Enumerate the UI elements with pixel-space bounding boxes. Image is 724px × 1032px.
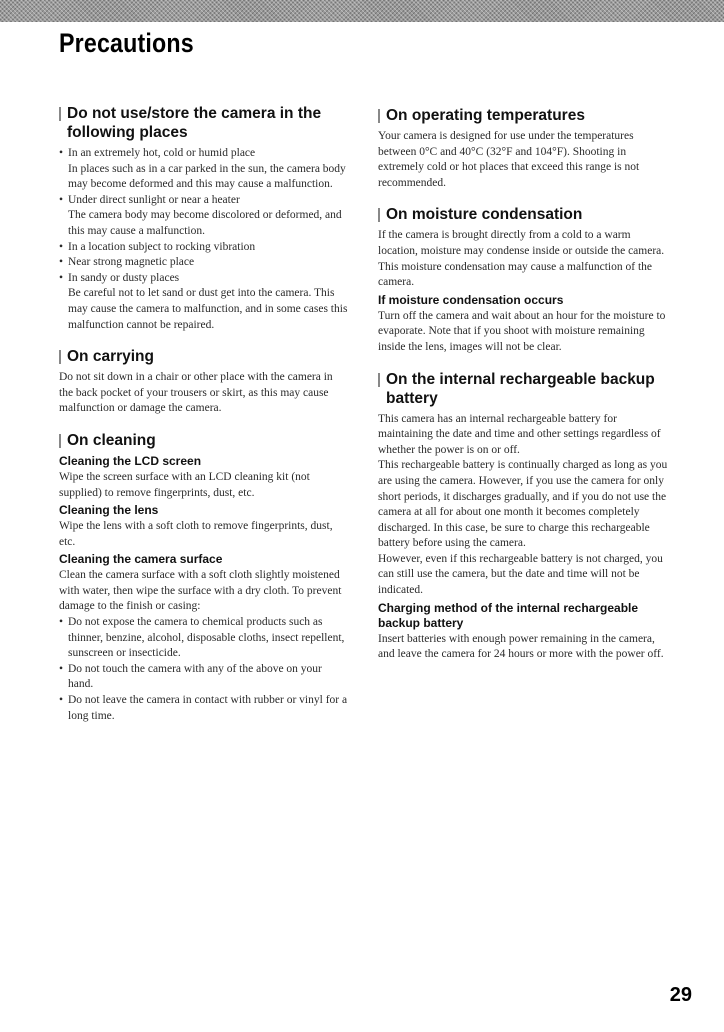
section-carrying [59, 347, 349, 417]
list-item [59, 193, 349, 240]
surface-text: Clean the camera surface with a soft cloth slightly moistened with water, then wipe the surface with a dry cloth. To prevent damage to the finish or casing: [59, 569, 342, 613]
list-item [59, 255, 349, 271]
charging-method-text: Insert batteries with enough power remaining in the camera, and leave the camera for 24 hours or more with the power off. [378, 632, 664, 661]
left-column [59, 104, 349, 738]
section-backup-battery [378, 370, 668, 663]
condensation-text: If the camera is brought directly from a cold to a warm location, moisture may condense inside or outside the camera. This moisture condensation may cause a malfunction of the camera. [378, 229, 665, 289]
section-cleaning [59, 431, 349, 724]
subheading-condensation-occurs: If moisture condensation occurs [378, 292, 564, 307]
list-item-text: • In an extremely hot, cold or humid place [68, 147, 256, 159]
section-heading-backup-battery: On the internal rechargeable backup battery [378, 370, 668, 408]
temperatures-text: Your camera is designed for use under the temperatures between 0°C and 40°C (32°F and 104°F). Shooting in extremely cold or hot places that exceed this range is not recommended. [378, 130, 640, 189]
list-item [59, 146, 349, 193]
condensation-occurs-text: Turn off the camera and wait about an hour for the moisture to evaporate. Note that if you shoot with moisture remaining inside the lens, images will not be clear. [378, 309, 666, 353]
lcd-text: Wipe the screen surface with an LCD cleaning kit (not supplied) to remove fingerprints, dust, etc. [59, 470, 310, 499]
page-number: 29 [669, 984, 692, 1006]
list-item [59, 271, 349, 333]
list-item-text: • Near strong magnetic place [68, 256, 195, 269]
subheading-lens: Cleaning the lens [59, 503, 159, 518]
carrying-text: Do not sit down in a chair or other place with the camera in the back pocket of your trousers or skirt, as this may cause malfunction or damage the camera. [59, 371, 333, 415]
section-heading-carrying: On carrying [59, 347, 349, 366]
list-item-text: • Do not touch the camera with any of the above on your hand. [68, 662, 322, 691]
battery-paragraph-3: However, even if this rechargeable battery is not charged, you can still use the camera, but the date and time will not be indicated. [378, 552, 663, 597]
section-temperatures [378, 106, 668, 191]
places-list [59, 146, 349, 333]
section-condensation [378, 205, 668, 355]
list-item [59, 662, 349, 693]
cleaning-list [59, 615, 349, 724]
list-item-text: • In sandy or dusty places [68, 271, 180, 284]
section-heading-cleaning: On cleaning [59, 431, 349, 450]
list-item-text: • In a location subject to rocking vibration [68, 240, 256, 253]
list-item-detail: In places such as in a car parked in the sun, the camera body may become deformed and this may cause a malfunction. [68, 162, 346, 191]
subheading-surface: Cleaning the camera surface [59, 552, 223, 567]
section-heading-condensation: On moisture condensation [378, 205, 668, 224]
list-item [59, 615, 349, 662]
page-title: Precautions [59, 28, 194, 58]
list-item-detail: Be careful not to let sand or dust get into the camera. This may cause the camera to malfunction, and in some cases this malfunction cannot be repaired. [68, 287, 348, 331]
subheading-lcd: Cleaning the LCD screen [59, 453, 202, 468]
subheading-charging-method: Charging method of the internal rechargeable backup battery [378, 600, 639, 630]
section-places [59, 104, 349, 333]
section-heading-places: Do not use/store the camera in the following places [59, 104, 349, 142]
lens-text: Wipe the lens with a soft cloth to remove fingerprints, dust, etc. [59, 520, 333, 548]
battery-paragraph-2: This rechargeable battery is continually charged as long as you are using the camera. However, if you use the camera for only short periods, it discharges gradually, and if you do not use the camera at all for about one month it becomes completely discharged. In this case, be sure to charge this rechargeable battery before using the camera. [378, 459, 668, 550]
list-item [59, 240, 349, 256]
list-item [59, 693, 349, 724]
right-column [378, 106, 668, 677]
list-item-text: • Under direct sunlight or near a heater [68, 193, 240, 206]
battery-paragraph-1: This camera has an internal rechargeable battery for maintaining the date and time and other settings regardless of whether the power is on or off. [378, 412, 661, 456]
section-heading-temperatures: On operating temperatures [378, 106, 668, 125]
header-pattern-bar [0, 0, 724, 22]
list-item-text: • Do not expose the camera to chemical products such as thinner, benzine, alcohol, disposable cloths, insect repellent, sunscreen or insecticide. [68, 616, 345, 660]
list-item-text: • Do not leave the camera in contact with rubber or vinyl for a long time. [68, 694, 348, 722]
list-item-detail: The camera body may become discolored or deformed, and this may cause a malfunction. [68, 209, 342, 237]
